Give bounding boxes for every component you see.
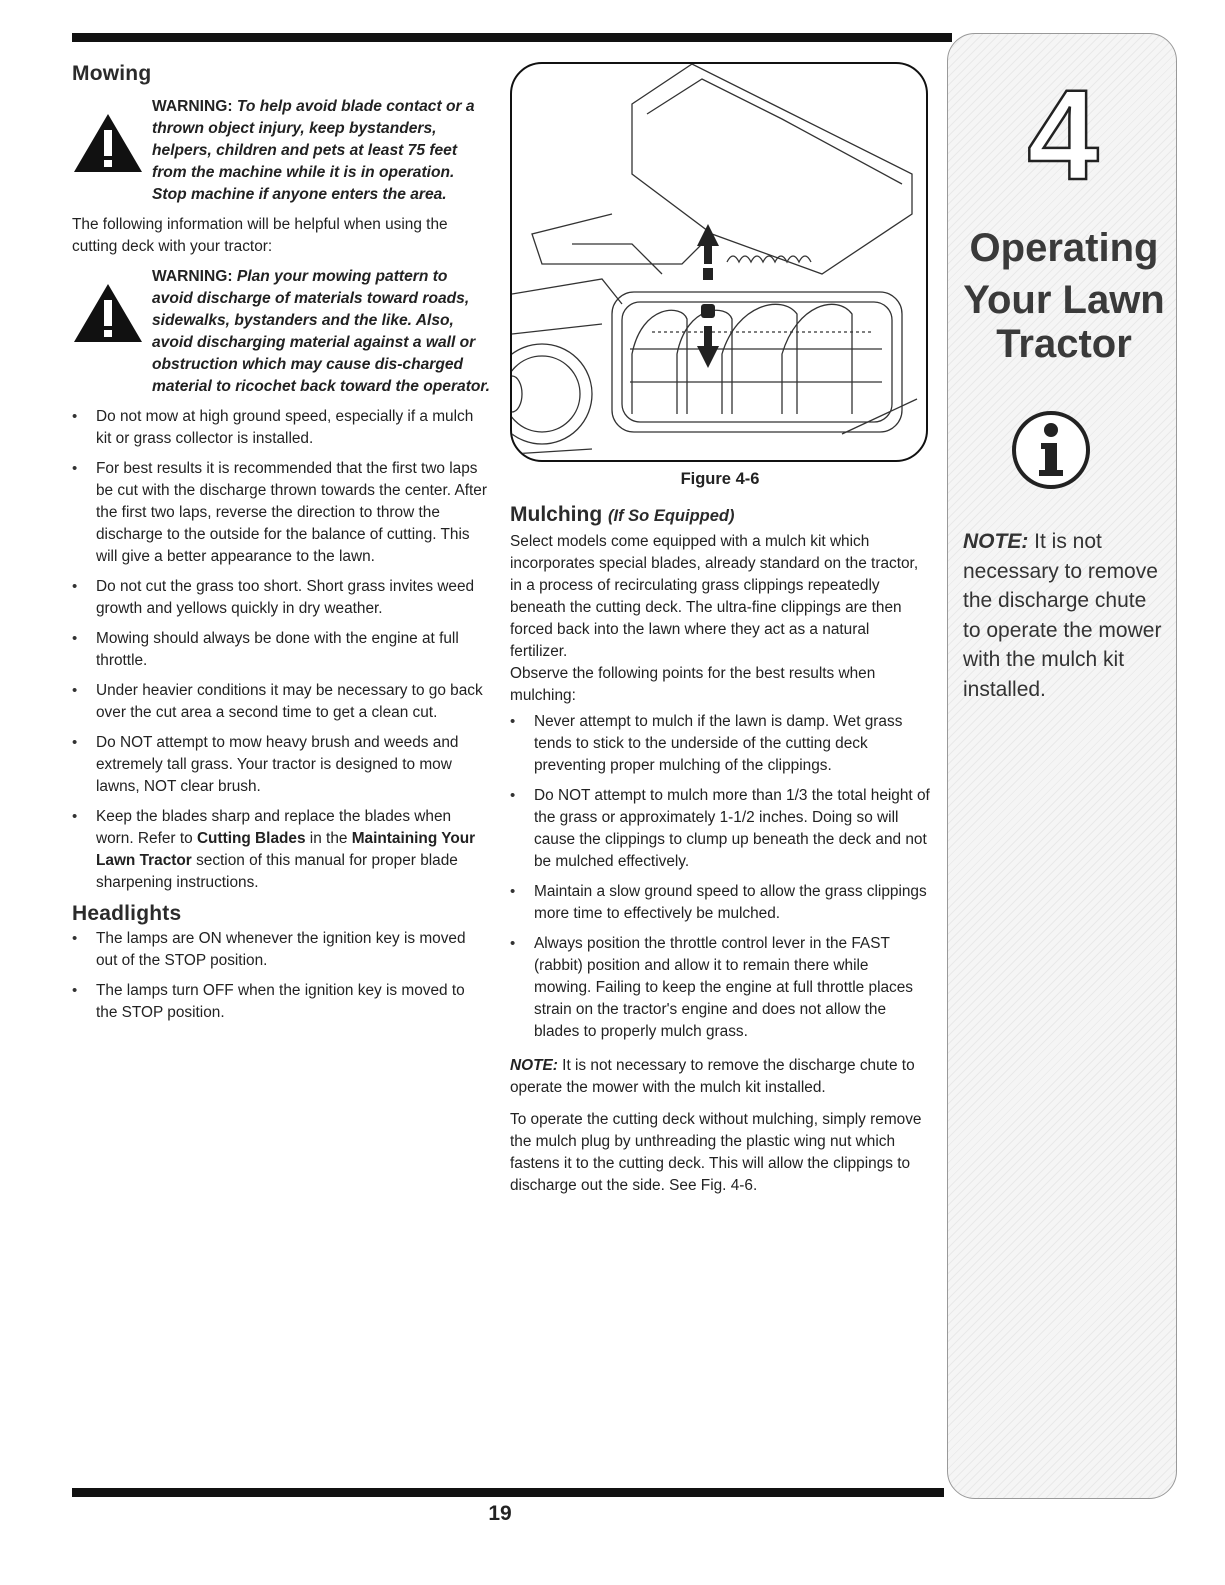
- warning-label: WARNING:: [152, 268, 233, 285]
- mulching-heading: [510, 503, 930, 527]
- mulch-plug-illustration: [512, 64, 926, 460]
- list-item: • The lamps turn OFF when the ignition key is moved to the STOP position.: [72, 980, 490, 1024]
- list-item: • The lamps are ON whenever the ignition key is moved out of the STOP position.: [72, 928, 490, 972]
- text-run: in the: [305, 830, 352, 847]
- figure-caption: Figure 4-6: [680, 470, 760, 488]
- note-text: It is not necessary to remove the discharge chute to operate the mower with the mulch kit installed.: [510, 1057, 915, 1096]
- mulching-title: Mulching: [510, 503, 603, 526]
- mulching-note: [510, 1055, 930, 1099]
- list-item: • Never attempt to mulch if the lawn is damp. Wet grass tends to stick to the underside of the cutting deck preventing proper mulching of the clippings.: [510, 711, 930, 777]
- list-item: • Do NOT attempt to mulch more than 1/3 the total height of the grass or approximately 1-1/2 inches. Doing so will cause the clippings to clump up beneath the deck and not be mulched effectively.: [510, 785, 930, 873]
- mowing-heading: Mowing: [72, 62, 152, 85]
- warning-label: WARNING:: [152, 98, 233, 115]
- warning-block-1: [72, 96, 490, 206]
- warning-message: To help avoid blade contact or a thrown object injury, keep bystanders, helpers, children and pets at least 75 feet from the machine while it is in operation. Stop machine if anyone enters the area.: [152, 98, 475, 203]
- text-run: section of this manual for proper blade sharpening instructions.: [96, 852, 458, 891]
- mulching-bullets: [510, 711, 930, 1043]
- list-item: • For best results it is recommended that the first two laps be cut with the discharge thrown towards the center. After the first two laps, reverse the direction to throw the discharge to the outside for the balance of cutting. This will give a better appearance to the lawn.: [72, 458, 490, 568]
- headlights-bullets: [72, 928, 490, 1024]
- chapter-title-line-3: Tractor: [996, 322, 1132, 366]
- note-label: NOTE:: [963, 530, 1029, 553]
- mulching-title-suffix: (If So Equipped): [608, 507, 735, 525]
- warning-block-2: [72, 266, 490, 398]
- list-item: • Do NOT attempt to mow heavy brush and weeds and extremely tall grass. Your tractor is designed to mow lawns, NOT clear brush.: [72, 732, 490, 798]
- list-item: • Mowing should always be done with the engine at full throttle.: [72, 628, 490, 672]
- left-column: [72, 62, 490, 1032]
- reference-maintaining-section: Maintaining Your Lawn Tractor: [96, 830, 476, 869]
- mulching-intro: Select models come equipped with a mulch kit which incorporates special blades, already standard on the tractor, in a process of recirculating grass clippings repeatedly beneath the cutting deck. The ultra-fine clippings are then forced back into the lawn where they act as a natural fertilizer.: [510, 533, 919, 660]
- warning-text-2: [152, 266, 490, 398]
- page-number: 19: [488, 1502, 512, 1525]
- list-item: [72, 806, 490, 894]
- list-item: • Do not cut the grass too short. Short grass invites weed growth and yellows quickly in dry weather.: [72, 576, 490, 620]
- note-text: It is not necessary to remove the discharge chute to operate the mower with the mulch kit installed.: [963, 530, 1162, 701]
- warning-triangle-icon: [72, 282, 144, 344]
- chapter-title-line-1: Operating: [969, 226, 1159, 270]
- bottom-rule: [72, 1488, 944, 1497]
- mowing-bullets: [72, 406, 490, 894]
- list-item: • Do not mow at high ground speed, especially if a mulch kit or grass collector is installed.: [72, 406, 490, 450]
- figure-4-6: [510, 62, 928, 462]
- chapter-number-outline: [1015, 75, 1111, 187]
- middle-column: [510, 62, 930, 1205]
- headlights-heading: Headlights: [72, 902, 182, 925]
- mowing-intro: The following information will be helpful when using the cutting deck with your tractor:: [72, 216, 448, 255]
- mulching-closing: To operate the cutting deck without mulching, simply remove the mulch plug by unthreading the plastic wing nut which fastens it to the cutting deck. This will allow the clippings to discharge out the side. See Fig. 4-6.: [510, 1111, 922, 1194]
- mulching-observe: Observe the following points for the best results when mulching:: [510, 665, 876, 704]
- warning-message: Plan your mowing pattern to avoid discharge of materials toward roads, sidewalks, bystanders and the like. Also, avoid discharging material against a wall or obstruction which may cause dis-charged material to ricochet back toward the operator.: [152, 268, 490, 395]
- warning-text-1: [152, 96, 490, 206]
- text-run: Keep the blades sharp and replace the blades when worn. Refer to: [96, 808, 452, 847]
- sidebar-note: [963, 527, 1168, 704]
- list-item: • Always position the throttle control lever in the FAST (rabbit) position and allow it to remain there while mowing. Failing to keep the engine at full throttle places strain on the tractor's engine and does not allow the blades to properly mulch grass.: [510, 933, 930, 1043]
- note-label: NOTE:: [510, 1057, 558, 1074]
- top-rule: [72, 33, 952, 42]
- warning-triangle-icon: [72, 112, 144, 174]
- reference-cutting-blades: Cutting Blades: [196, 830, 306, 847]
- list-item: • Under heavier conditions it may be necessary to go back over the cut area a second time to get a clean cut.: [72, 680, 490, 724]
- list-item: • Maintain a slow ground speed to allow the grass clippings more time to effectively be mulched.: [510, 881, 930, 925]
- info-icon: [1011, 410, 1091, 490]
- chapter-number: 4: [1027, 75, 1099, 187]
- chapter-title-line-2: Your Lawn: [963, 278, 1165, 322]
